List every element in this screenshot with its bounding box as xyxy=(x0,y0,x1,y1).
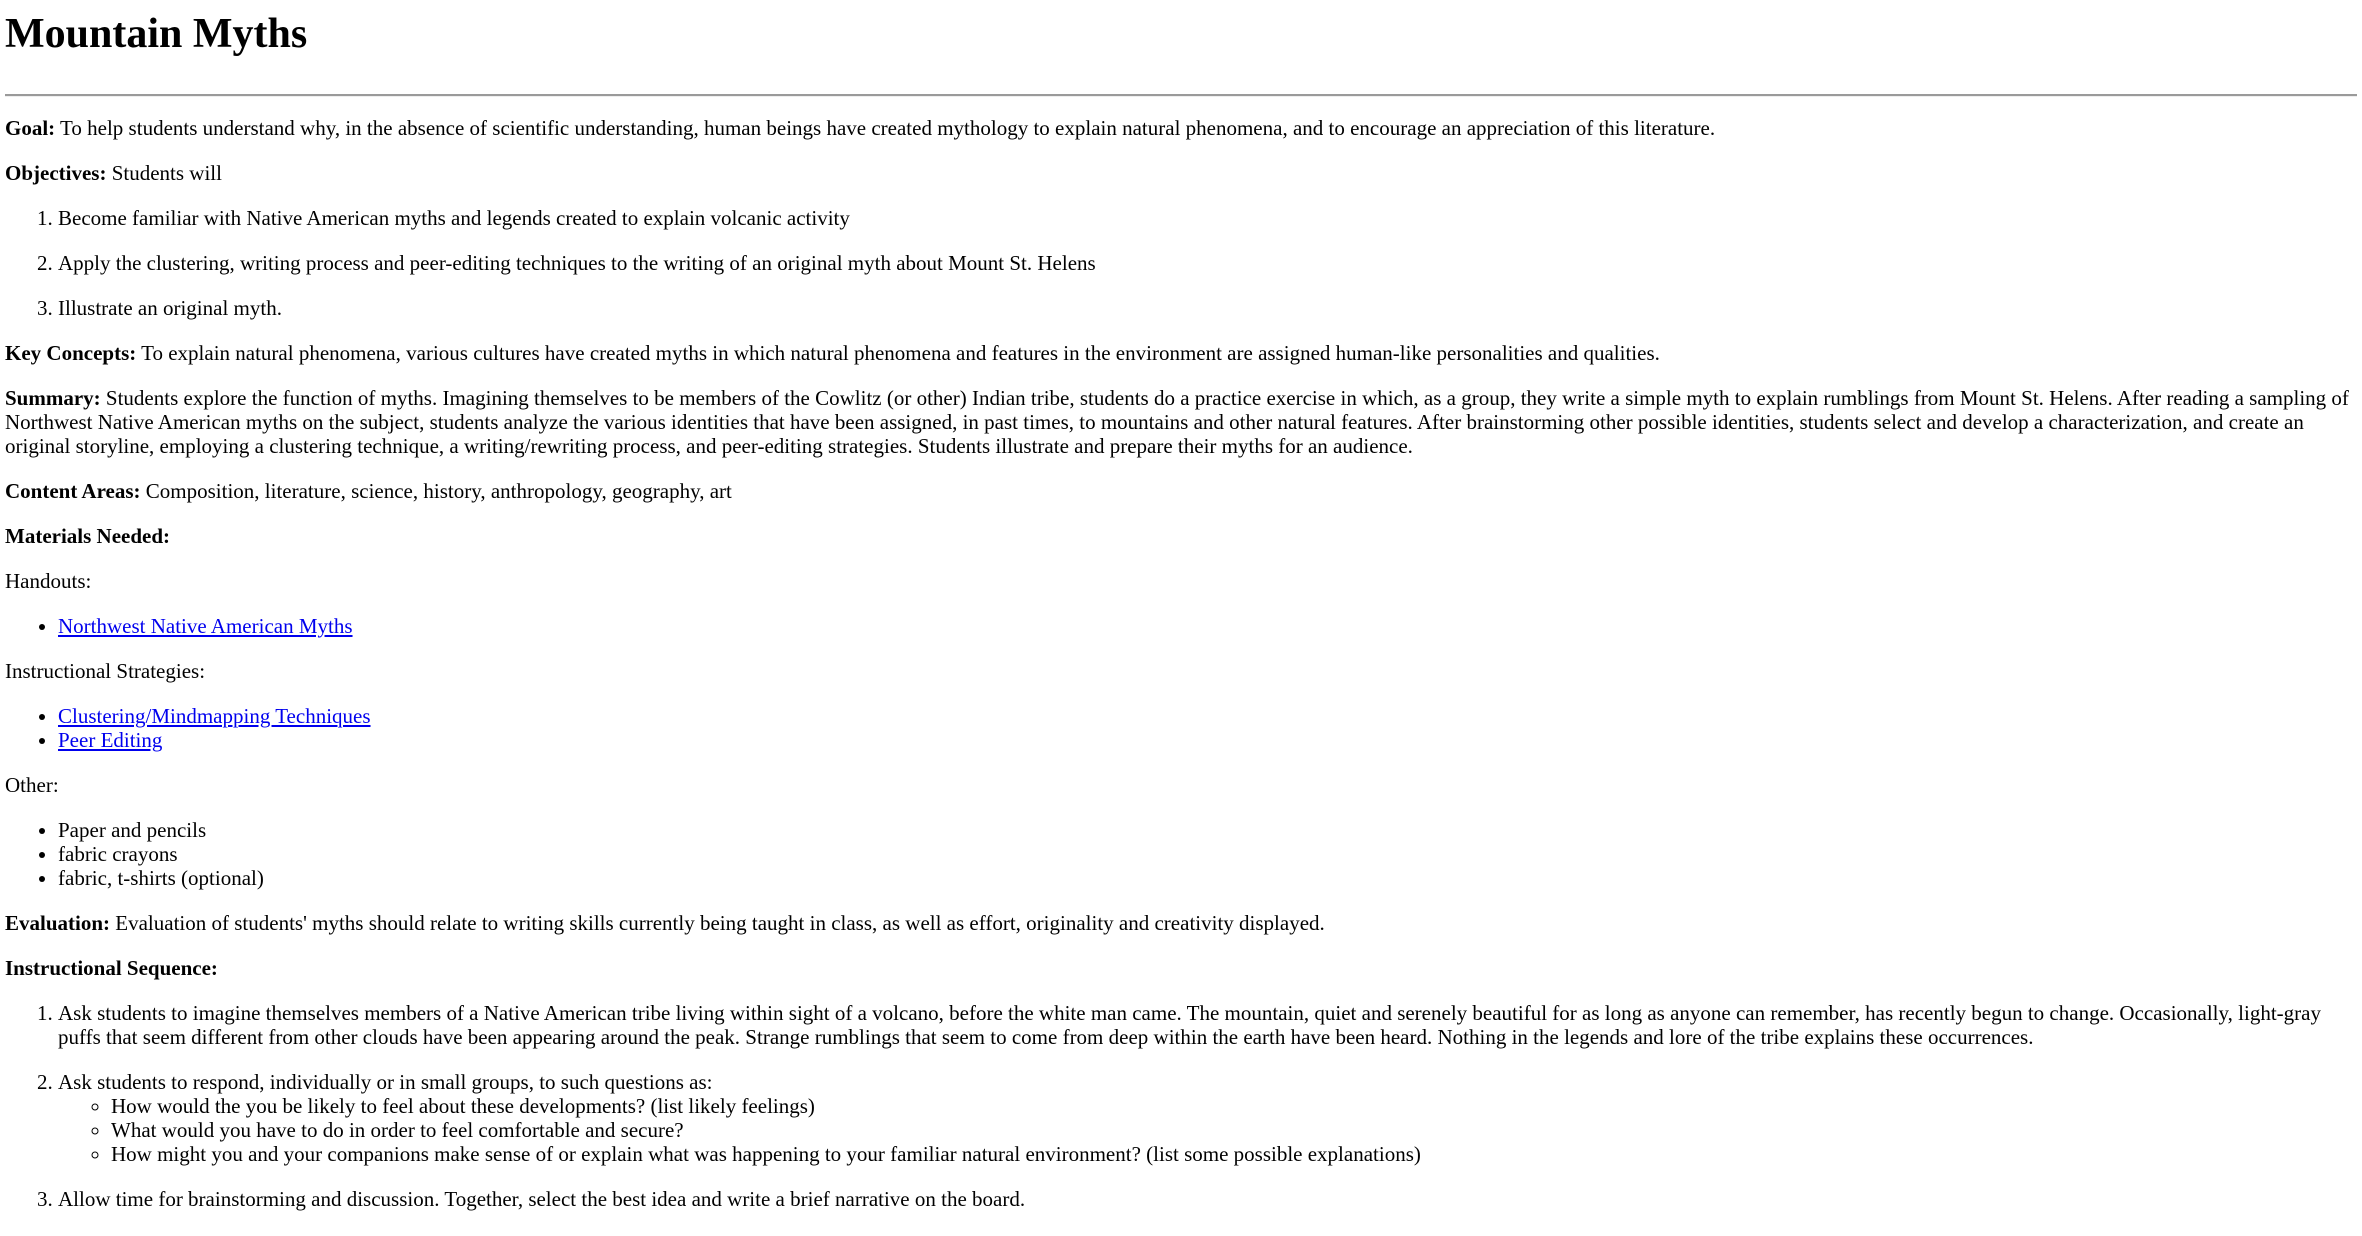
list-item: • Paper and pencils xyxy=(58,818,2357,842)
list-item: • fabric crayons xyxy=(58,842,2357,866)
goal-text: To help students understand why, in the absence of scientific understanding, human beings have created mythology to explain natural phenomena, and to encourage an appreciation of this literature. xyxy=(55,116,1716,140)
sequence-section xyxy=(5,956,2357,980)
summary-text: Students explore the function of myths. Imagining themselves to be members of the Cowlitz (or other) Indian tribe, students do a practice exercise in which, as a group, they write a simple myth to explain rumblings from Mount St. Helens. After reading a sampling of Northwest Native American myths on the subject, students analyze the various identities that have been assigned, in past times, to mountains and other natural features. After brainstorming other possible identities, students select and develop a characterization, and create an original storyline, employing a clustering technique, a writing/rewriting process, and peer-editing strategies. Students illustrate and prepare their myths for an audience. xyxy=(5,386,2349,458)
objectives-label: Objectives: xyxy=(5,161,107,185)
objective-item: 3. Illustrate an original myth. xyxy=(58,296,2357,320)
evaluation-text: Evaluation of students' myths should relate to writing skills currently being taught in class, as well as effort, originality and creativity displayed. xyxy=(110,911,1325,935)
objectives-list xyxy=(5,206,2357,320)
page-title: Mountain Myths xyxy=(5,11,308,57)
content-areas-section xyxy=(5,479,2357,503)
content-areas-text: Composition, literature, science, history, anthropology, geography, art xyxy=(140,479,732,503)
key-concepts-label: Key Concepts: xyxy=(5,341,137,365)
objective-item: 1. Become familiar with Native American myths and legends created to explain volcanic activity xyxy=(58,206,2357,230)
question-item: ◦ What would you have to do in order to feel comfortable and secure? xyxy=(111,1118,2357,1142)
questions-list xyxy=(58,1094,2357,1166)
northwest-myths-link[interactable]: Northwest Native American Myths xyxy=(58,614,353,638)
title-divider xyxy=(5,94,2357,97)
strategies-list xyxy=(5,704,2357,752)
materials-section xyxy=(5,524,2357,548)
list-item: • fabric, t-shirts (optional) xyxy=(58,866,2357,890)
sequence-step-text: Ask students to respond, individually or in small groups, to such questions as: xyxy=(58,1070,713,1094)
other-label: Other: xyxy=(5,773,59,797)
strategies-label: Instructional Strategies: xyxy=(5,659,206,683)
sequence-label: Instructional Sequence: xyxy=(5,956,218,980)
key-concepts-text: To explain natural phenomena, various cultures have created myths in which natural phenomena and features in the environment are assigned human-like personalities and qualities. xyxy=(136,341,1660,365)
objectives-text: Students will xyxy=(106,161,222,185)
handouts-list xyxy=(5,614,2357,638)
peer-editing-link[interactable]: Peer Editing xyxy=(58,728,163,752)
materials-label: Materials Needed: xyxy=(5,524,171,548)
sequence-step xyxy=(58,1070,2357,1166)
evaluation-section xyxy=(5,911,2357,935)
handouts-label: Handouts: xyxy=(5,569,92,593)
goal-label: Goal: xyxy=(5,116,56,140)
list-item xyxy=(58,704,2357,728)
sequence-step: 3. Allow time for brainstorming and discussion. Together, select the best idea and write a brief narrative on the board. xyxy=(58,1187,2357,1211)
list-item xyxy=(58,614,2357,638)
other-materials-list xyxy=(5,818,2357,890)
sequence-step: 1. Ask students to imagine themselves members of a Native American tribe living within sight of a volcano, before the white man came. The mountain, quiet and serenely beautiful for as long as anyone can remember, has recently begun to change. Occasionally, light-gray puffs that seem different from other clouds have been appearing around the peak. Strange rumblings that seem to come from deep within the earth have been heard. Nothing in the legends and lore of the tribe explains these occurrences. xyxy=(58,1001,2357,1049)
evaluation-label: Evaluation: xyxy=(5,911,111,935)
sequence-list xyxy=(5,1001,2357,1211)
question-item: ◦ How might you and your companions make sense of or explain what was happening to your familiar natural environment? (list some possible explanations) xyxy=(111,1142,2357,1166)
list-item xyxy=(58,728,2357,752)
goal-section xyxy=(5,116,2357,140)
summary-label: Summary: xyxy=(5,386,101,410)
key-concepts-section xyxy=(5,341,2357,365)
question-item: ◦ How would the you be likely to feel about these developments? (list likely feelings) xyxy=(111,1094,2357,1118)
summary-section xyxy=(5,386,2357,458)
lesson-page xyxy=(0,10,2362,1211)
objectives-section xyxy=(5,161,2357,185)
content-areas-label: Content Areas: xyxy=(5,479,141,503)
clustering-link[interactable]: Clustering/Mindmapping Techniques xyxy=(58,704,371,728)
objective-item: 2. Apply the clustering, writing process and peer-editing techniques to the writing of an original myth about Mount St. Helens xyxy=(58,251,2357,275)
